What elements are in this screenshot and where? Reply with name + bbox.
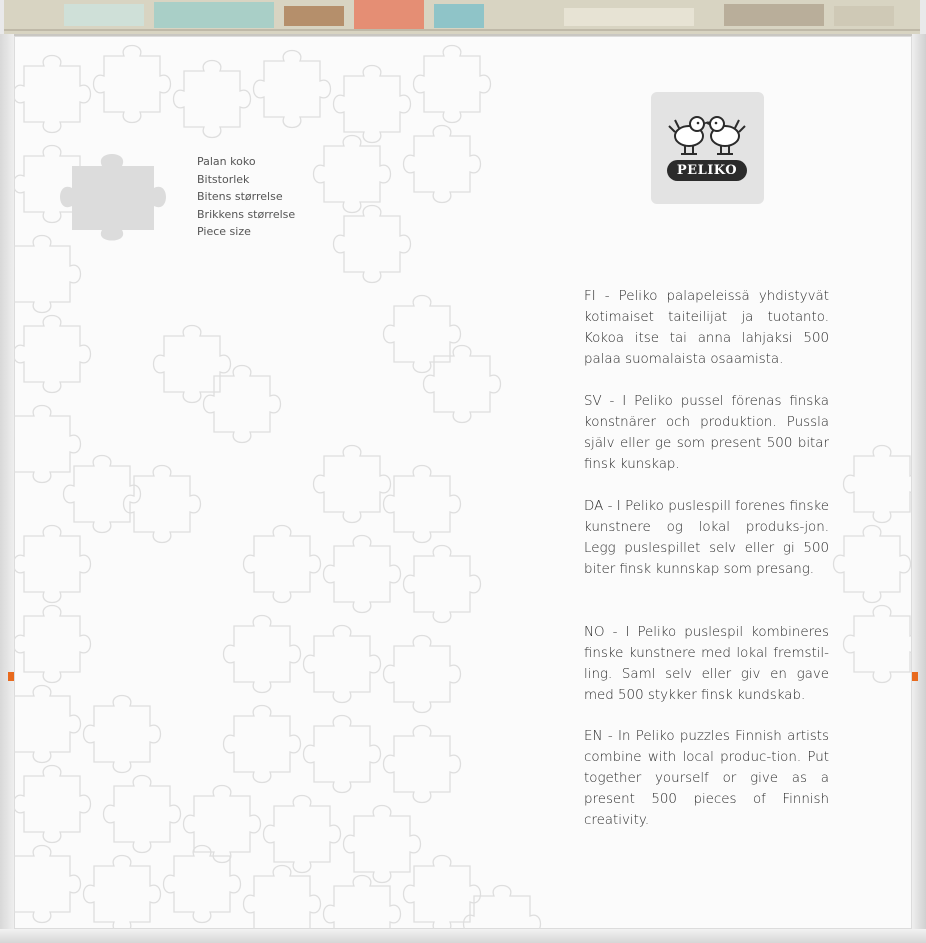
- piece-size-label-en: Piece size: [197, 225, 251, 238]
- description-sv: SV - I Peliko pussel förenas finska konstnärer och produktion. Pussla själv eller ge som present 500 bitar finsk kunskap.: [584, 394, 829, 472]
- edge-mark-right: [912, 672, 918, 681]
- description-en: EN - In Peliko puzzles Finnish artists combine with local produc-tion. Put together yourself or give as a present 500 pieces of Finnish creativity.: [584, 729, 829, 828]
- description-da: DA - I Peliko puslespill forenes finske kunstnere og lokal produks-jon. Legg puslespillet selv eller gi 500 biter finsk kunnskap som presang.: [584, 499, 829, 577]
- box-back-face: [14, 36, 912, 929]
- box-lid-artwork: [4, 0, 920, 36]
- peliko-logo: [651, 92, 764, 204]
- description-no: NO - I Peliko puslespil kombineres finske kunstnere med lokal fremstil-ling. Saml selv eller giv en gave med 500 stykker finsk kundskab.: [584, 625, 829, 703]
- puzzle-piece-icon: [50, 148, 186, 242]
- two-birds-icon: [651, 92, 764, 162]
- box-side-right: [912, 34, 926, 943]
- piece-size-label-fi: Palan koko: [197, 155, 256, 168]
- box-side-bottom: [0, 929, 926, 943]
- piece-size-label-no: Brikkens størrelse: [197, 207, 296, 221]
- description-fi: FI - Peliko palapeleissä yhdistyvät kotimaiset taiteilijat ja tuotanto. Kokoa itse tai anna lahjaksi 500 palaa suomalaista osaamista.: [584, 289, 829, 367]
- piece-size-label-sv: Bitstorlek: [197, 172, 250, 186]
- piece-size-labels: [197, 153, 295, 241]
- piece-size-label-da: Bitens størrelse: [197, 190, 283, 203]
- logo-wordmark: PELIKO: [667, 160, 747, 181]
- box-side-left: [0, 34, 14, 943]
